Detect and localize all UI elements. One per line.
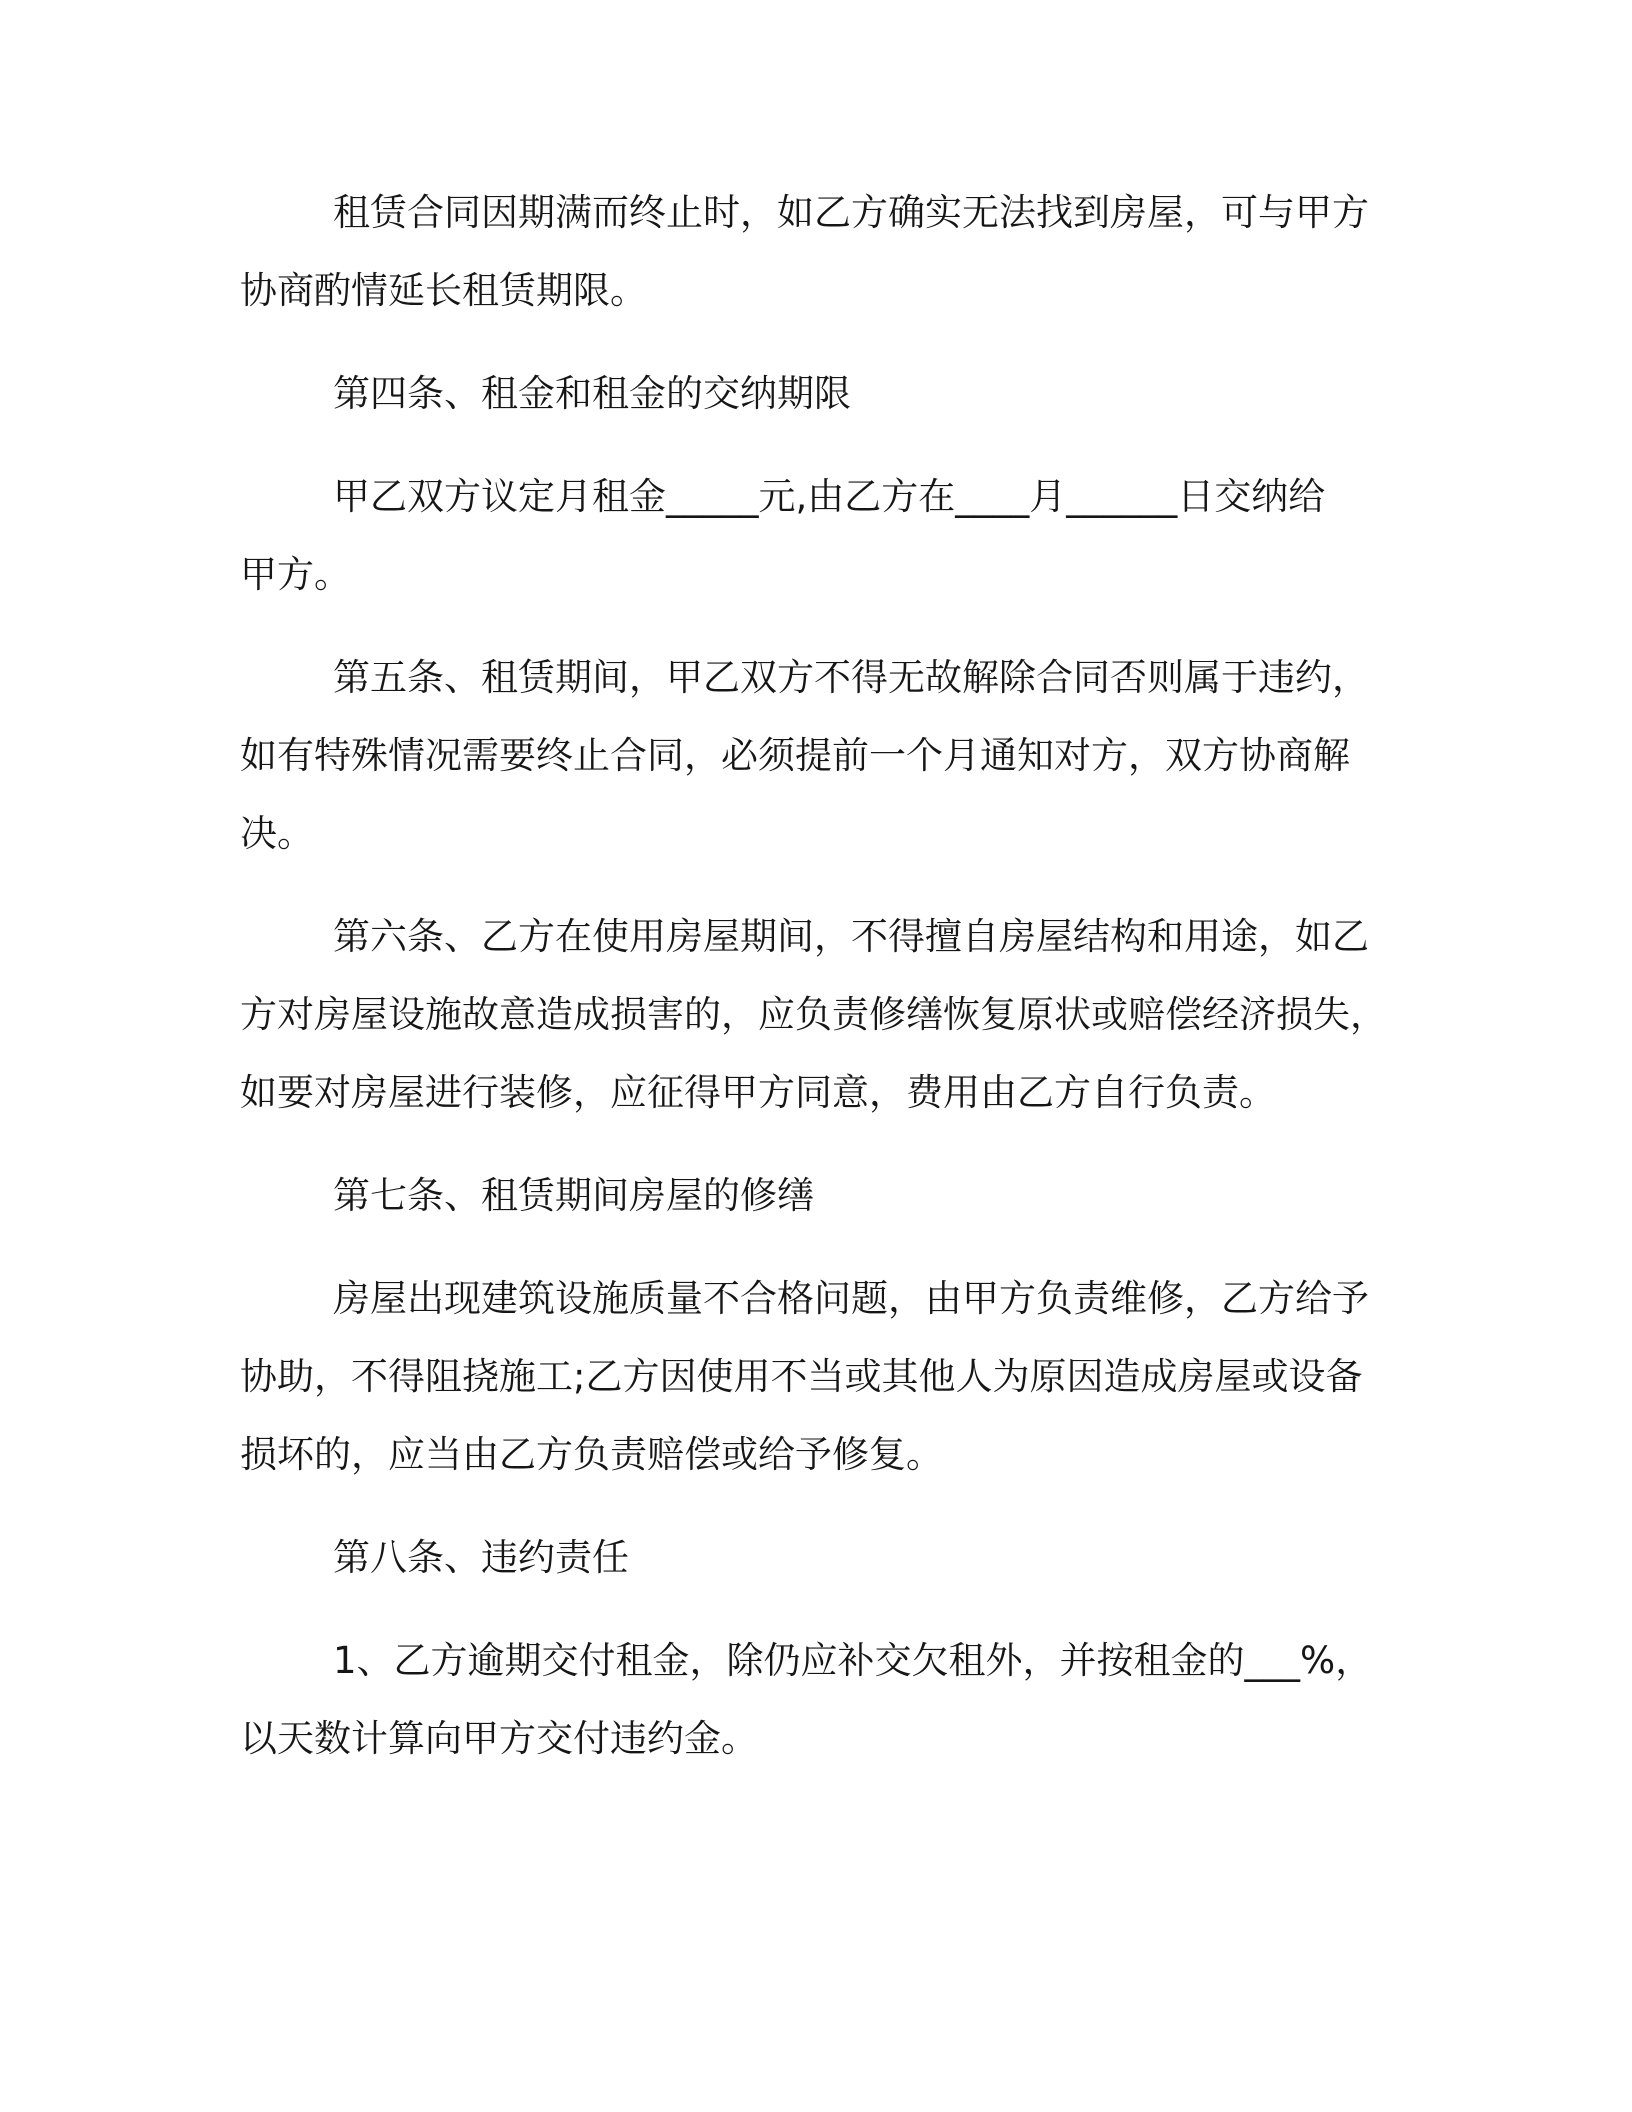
text-line: 损坏的，应当由乙方负责赔偿或给予修复。 <box>240 1433 943 1476</box>
text-line: 第四条、租金和租金的交纳期限 <box>333 372 851 415</box>
text-line: 第五条、租赁期间，甲乙双方不得无故解除合同否则属于违约， <box>333 656 1369 699</box>
paragraph-lease-extension <box>240 174 1440 330</box>
text-line: 第六条、乙方在使用房屋期间，不得擅自房屋结构和用途，如乙 <box>333 915 1369 958</box>
text-line: 协商酌情延长租赁期限。 <box>240 269 647 312</box>
text-line: 以天数计算向甲方交付违约金。 <box>240 1717 758 1760</box>
document-body <box>240 174 1440 1803</box>
paragraph-article-5 <box>240 639 1440 873</box>
text-line: 如有特殊情况需要终止合同，必须提前一个月通知对方，双方协商解 <box>240 734 1350 777</box>
paragraph-late-payment <box>240 1622 1440 1778</box>
section-heading-article-8 <box>240 1519 1440 1597</box>
text-line: 决。 <box>240 812 314 855</box>
text-line: 如要对房屋进行装修，应征得甲方同意，费用由乙方自行负责。 <box>240 1071 1276 1114</box>
text-line: 租赁合同因期满而终止时，如乙方确实无法找到房屋，可与甲方 <box>333 191 1369 234</box>
text-line: 第八条、违约责任 <box>333 1536 629 1579</box>
text-line: 第七条、租赁期间房屋的修缮 <box>333 1174 814 1217</box>
section-heading-article-4 <box>240 355 1440 433</box>
text-line: 协助，不得阻挠施工;乙方因使用不当或其他人为原因造成房屋或设备 <box>240 1355 1363 1398</box>
text-line: 甲乙双方议定月租金_____元,由乙方在____月______日交纳给 <box>333 475 1326 518</box>
text-line: 甲方。 <box>240 553 351 596</box>
paragraph-rent-payment <box>240 458 1440 614</box>
text-line: 房屋出现建筑设施质量不合格问题，由甲方负责维修，乙方给予 <box>333 1277 1369 1320</box>
paragraph-repairs <box>240 1260 1440 1494</box>
section-heading-article-7 <box>240 1157 1440 1235</box>
paragraph-article-6 <box>240 898 1440 1132</box>
text-line: 方对房屋设施故意造成损害的，应负责修缮恢复原状或赔偿经济损失， <box>240 993 1387 1036</box>
text-line: 1、乙方逾期交付租金，除仍应补交欠租外，并按租金的___%， <box>333 1639 1373 1682</box>
